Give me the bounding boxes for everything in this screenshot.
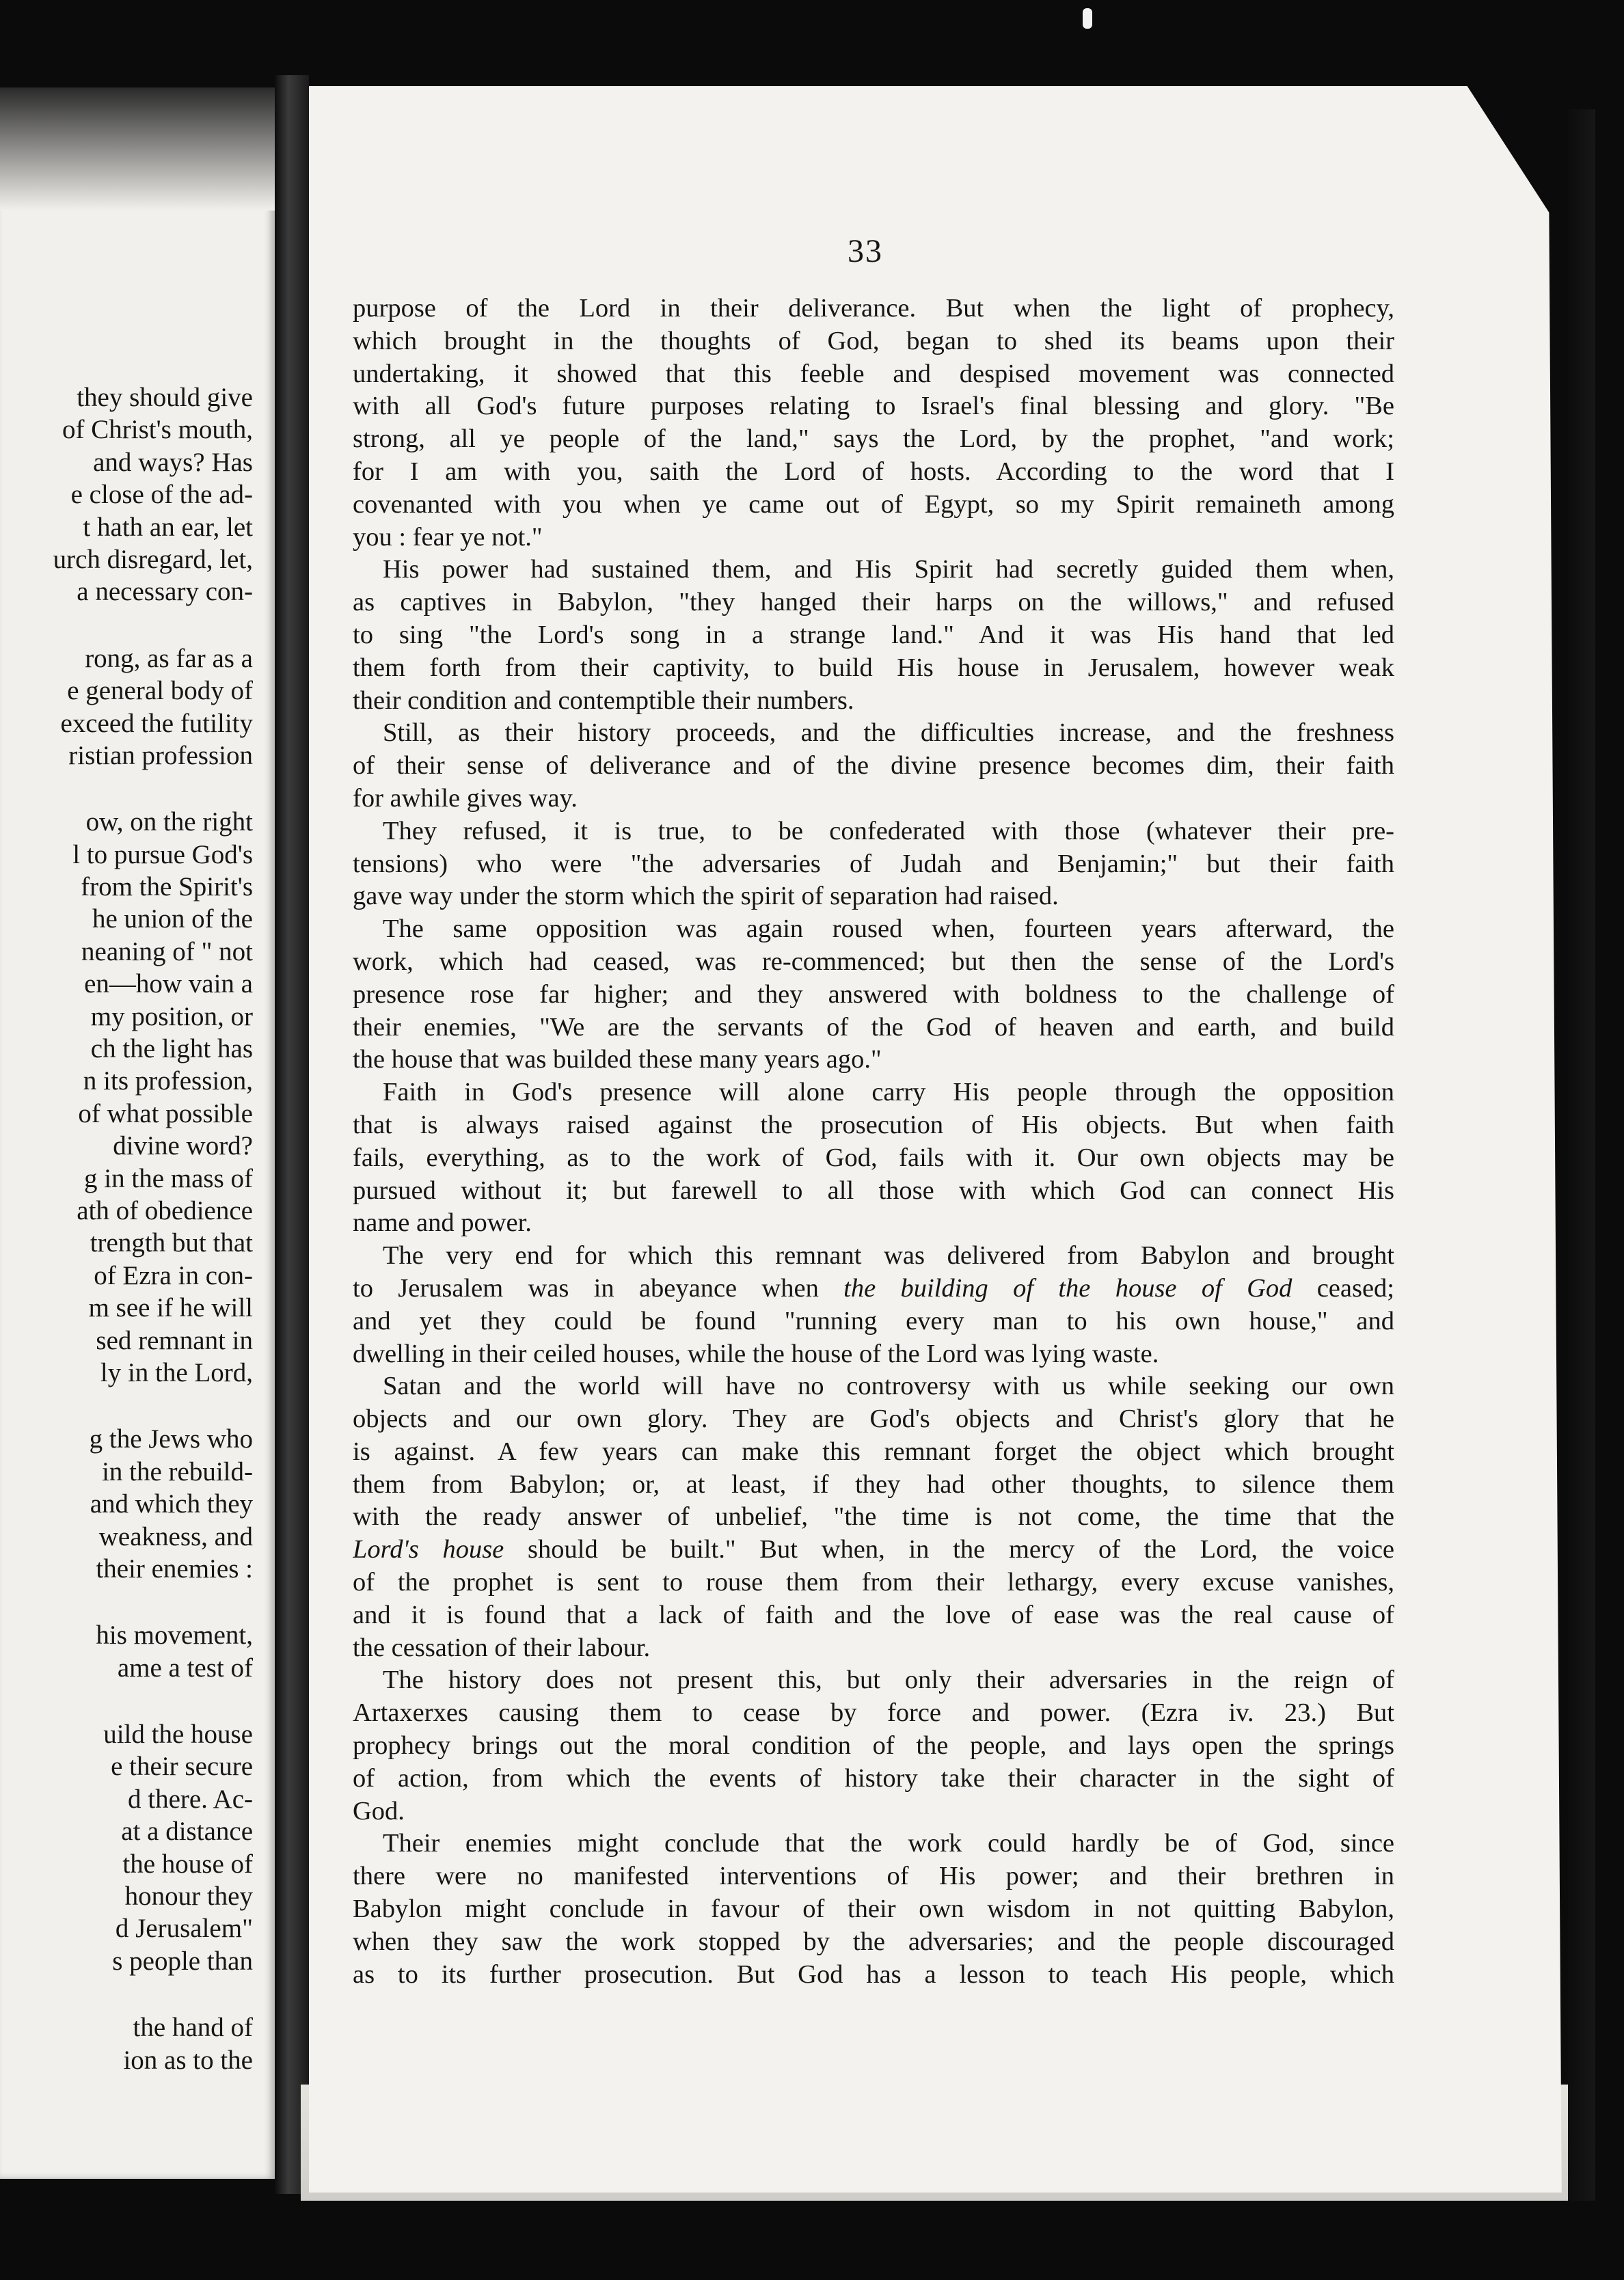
previous-page-line: his movement,: [96, 1620, 253, 1651]
page-text-line: of action, from which the events of history take their character in the sight of: [353, 1763, 1394, 1793]
page-right-edge: [1568, 109, 1595, 2201]
previous-page-line: e their secure: [111, 1752, 253, 1782]
page-text-line: covenanted with you when ye came out of Egypt, so my Spirit remaineth among: [353, 489, 1394, 519]
previous-page-line: sed remnant in: [96, 1325, 253, 1355]
page-text-line: as captives in Babylon, "they hanged their harps on the willows," and refused: [353, 588, 1394, 617]
page-body-text: [353, 293, 1394, 1991]
previous-page-line: weakness, and: [98, 1521, 253, 1551]
page-text-line: for awhile gives way.: [353, 783, 578, 813]
previous-page-line: and ways? Has: [93, 447, 253, 477]
previous-page-line: d Jerusalem": [115, 1914, 253, 1944]
page-text-line: to Jerusalem was in abeyance when the building of the house of God ceased;: [353, 1273, 1394, 1303]
previous-page-line: [0, 1389, 253, 1423]
page-text-line: with the ready answer of unbelief, "the time is not come, the time that the: [353, 1502, 1394, 1532]
page-number: 33: [848, 233, 883, 269]
page-text-line: them from Babylon; or, at least, if they had other thoughts, to silence them: [353, 1469, 1394, 1499]
previous-page-line: en—how vain a: [84, 969, 253, 999]
page-text-line: The same opposition was again roused when, fourteen years afterward, the: [383, 914, 1394, 944]
page-text-line: purpose of the Lord in their deliverance. But when the light of prophecy,: [353, 294, 1394, 323]
previous-page-line: honour they: [124, 1882, 253, 1912]
previous-page-line: l to pursue God's: [72, 839, 253, 869]
page-text-line: Artaxerxes causing them to cease by force and power. (Ezra iv. 23.) But: [353, 1698, 1394, 1728]
page-text-line: Faith in God's presence will alone carry His people through the opposition: [383, 1078, 1394, 1107]
page-text-line: them forth from their captivity, to build His house in Jerusalem, however weak: [353, 653, 1394, 682]
previous-page-line: g in the mass of: [84, 1163, 253, 1193]
page-text-line: strong, all ye people of the land," says the Lord, by the prophet, "and work;: [353, 424, 1394, 454]
page-text-line: Their enemies might conclude that the work could hardly be of God, since: [383, 1829, 1394, 1858]
previous-page-fragment: [0, 87, 275, 2179]
previous-page-line: [0, 772, 253, 806]
previous-page-line: divine word?: [113, 1131, 253, 1161]
previous-page-line: rong, as far as a: [85, 643, 253, 673]
previous-page-line: ch the light has: [90, 1034, 253, 1064]
book-gutter: [275, 75, 309, 2194]
page-text-line: fails, everything, as to the work of God, fails with it. Our own objects may be: [353, 1143, 1394, 1172]
page-shadow: [0, 87, 275, 211]
previous-page-line: the house of: [122, 1849, 253, 1879]
page-text-line: their condition and contemptible their numbers.: [353, 686, 854, 715]
page-text-line: which brought in the thoughts of God, began to shed its beams upon their: [353, 326, 1394, 355]
previous-page-line: [0, 608, 253, 642]
previous-page-line: [0, 1684, 253, 1718]
page-text-line: Satan and the world will have no controversy with us while seeking our own: [383, 1372, 1394, 1401]
previous-page-line: e close of the ad-: [70, 480, 253, 510]
previous-page-line: neaning of " not: [81, 936, 253, 966]
previous-page-line: urch disregard, let,: [53, 544, 253, 574]
page-text-line: The very end for which this remnant was delivered from Babylon and brought: [383, 1241, 1394, 1271]
page-text-line: They refused, it is true, to be confederated with those (whatever their pre-: [383, 816, 1394, 845]
page-text-line: dwelling in their ceiled houses, while the house of the Lord was lying waste.: [353, 1339, 1159, 1368]
previous-page-line: ly in the Lord,: [100, 1357, 253, 1387]
previous-page-line: ion as to the: [123, 2045, 253, 2075]
previous-page-line: m see if he will: [88, 1293, 253, 1323]
page-text-line: the cessation of their labour.: [353, 1633, 651, 1662]
page-text-line: there were no manifested interventions of His power; and their brethren in: [353, 1862, 1394, 1891]
page-text-line: the house that was builded these many years ago.": [353, 1045, 882, 1074]
previous-page-line: they should give: [77, 383, 253, 412]
page-text-line: Lord's house should be built." But when, in the mercy of the Lord, the voice: [353, 1535, 1394, 1564]
page-text-line: their enemies, "We are the servants of the God of heaven and earth, and build: [353, 1012, 1394, 1042]
page-text-line: pursued without it; but farewell to all those with which God can connect His: [353, 1176, 1394, 1205]
page-text-line: tensions) who were "the adversaries of Judah and Benjamin;" but their faith: [353, 849, 1394, 878]
page-text-line: with all God's future purposes relating to Israel's final blessing and glory. "Be: [353, 392, 1394, 421]
previous-page-line: g the Jews who: [89, 1424, 253, 1454]
previous-page-line: my position, or: [90, 1001, 253, 1031]
previous-page-line: [0, 1977, 253, 2011]
previous-page-line: e general body of: [67, 676, 253, 706]
page-text-line: of their sense of deliverance and of the divine presence becomes dim, their faith: [353, 751, 1394, 781]
previous-page-line: a necessary con-: [77, 577, 253, 607]
previous-page-line: the hand of: [133, 2013, 253, 2043]
previous-page-line: ath of obedience: [77, 1195, 253, 1225]
previous-page-line: at a distance: [121, 1817, 253, 1847]
page-text-line: work, which had ceased, was re-commenced; but then the sense of the Lord's: [353, 947, 1394, 976]
previous-page-line: of Ezra in con-: [94, 1260, 253, 1290]
previous-page-line: their enemies :: [96, 1553, 253, 1584]
page-text-line: presence rose far higher; and they answered with boldness to the challenge of: [353, 979, 1394, 1009]
previous-page-line: [0, 1585, 253, 1619]
previous-page-line: uild the house: [103, 1720, 253, 1750]
previous-page-line: in the rebuild-: [102, 1456, 253, 1487]
page-text-line: undertaking, it showed that this feeble and despised movement was connected: [353, 359, 1394, 388]
page-text-line: God.: [353, 1796, 405, 1826]
page-text-line: Still, as their history proceeds, and the difficulties increase, and the freshness: [383, 718, 1394, 748]
previous-page-line: and which they: [90, 1489, 253, 1519]
page-text-line: when they saw the work stopped by the adversaries; and the people discouraged: [353, 1927, 1394, 1956]
page-text-line: Babylon might conclude in favour of their own wisdom in not quitting Babylon,: [353, 1895, 1394, 1924]
page-text-line: His power had sustained them, and His Spirit had secretly guided them when,: [383, 555, 1394, 584]
previous-page-line: ow, on the right: [85, 807, 253, 837]
previous-page-line: t hath an ear, let: [83, 512, 253, 542]
previous-page-line: from the Spirit's: [81, 872, 253, 902]
previous-page-line: of what possible: [78, 1098, 253, 1128]
previous-page-line: ristian profession: [68, 740, 253, 770]
page-text-line: gave way under the storm which the spirit of separation had raised.: [353, 882, 1059, 911]
previous-page-line: d there. Ac-: [127, 1784, 253, 1814]
previous-page-line: s people than: [112, 1946, 253, 1976]
page-text-line: for I am with you, saith the Lord of hosts. According to the word that I: [353, 457, 1394, 486]
page-text-line: is against. A few years can make this remnant forget the object which brought: [353, 1437, 1394, 1466]
page-text-line: and yet they could be found "running every man to his own house," and: [353, 1306, 1394, 1335]
page-text-line: objects and our own glory. They are God's objects and Christ's glory that he: [353, 1404, 1394, 1434]
previous-page-line: exceed the futility: [60, 708, 253, 738]
previous-page-line: he union of the: [92, 904, 253, 934]
previous-page-text: [0, 381, 253, 2076]
previous-page-line: trength but that: [90, 1228, 253, 1258]
page-text-line: to sing "the Lord's song in a strange land." And it was His hand that led: [353, 620, 1394, 649]
page-text-line: and it is found that a lack of faith and the love of ease was the real cause of: [353, 1600, 1394, 1629]
page-text-line: you : fear ye not.": [353, 522, 543, 552]
scan-speck: [1083, 8, 1092, 29]
previous-page-line: of Christ's mouth,: [62, 415, 253, 445]
previous-page-line: ame a test of: [117, 1653, 253, 1683]
previous-page-line: n its profession,: [83, 1066, 253, 1096]
page-text-line: The history does not present this, but only their adversaries in the reign of: [383, 1666, 1394, 1695]
page-text-line: that is always raised against the prosecution of His objects. But when faith: [353, 1110, 1394, 1139]
page-text-line: as to its further prosecution. But God has a lesson to teach His people, which: [353, 1959, 1394, 1989]
page-text-line: of the prophet is sent to rouse them from their lethargy, every excuse vanishes,: [353, 1568, 1394, 1597]
page-text-line: prophecy brings out the moral condition of the people, and lays open the springs: [353, 1731, 1394, 1761]
page-text-line: name and power.: [353, 1208, 532, 1238]
